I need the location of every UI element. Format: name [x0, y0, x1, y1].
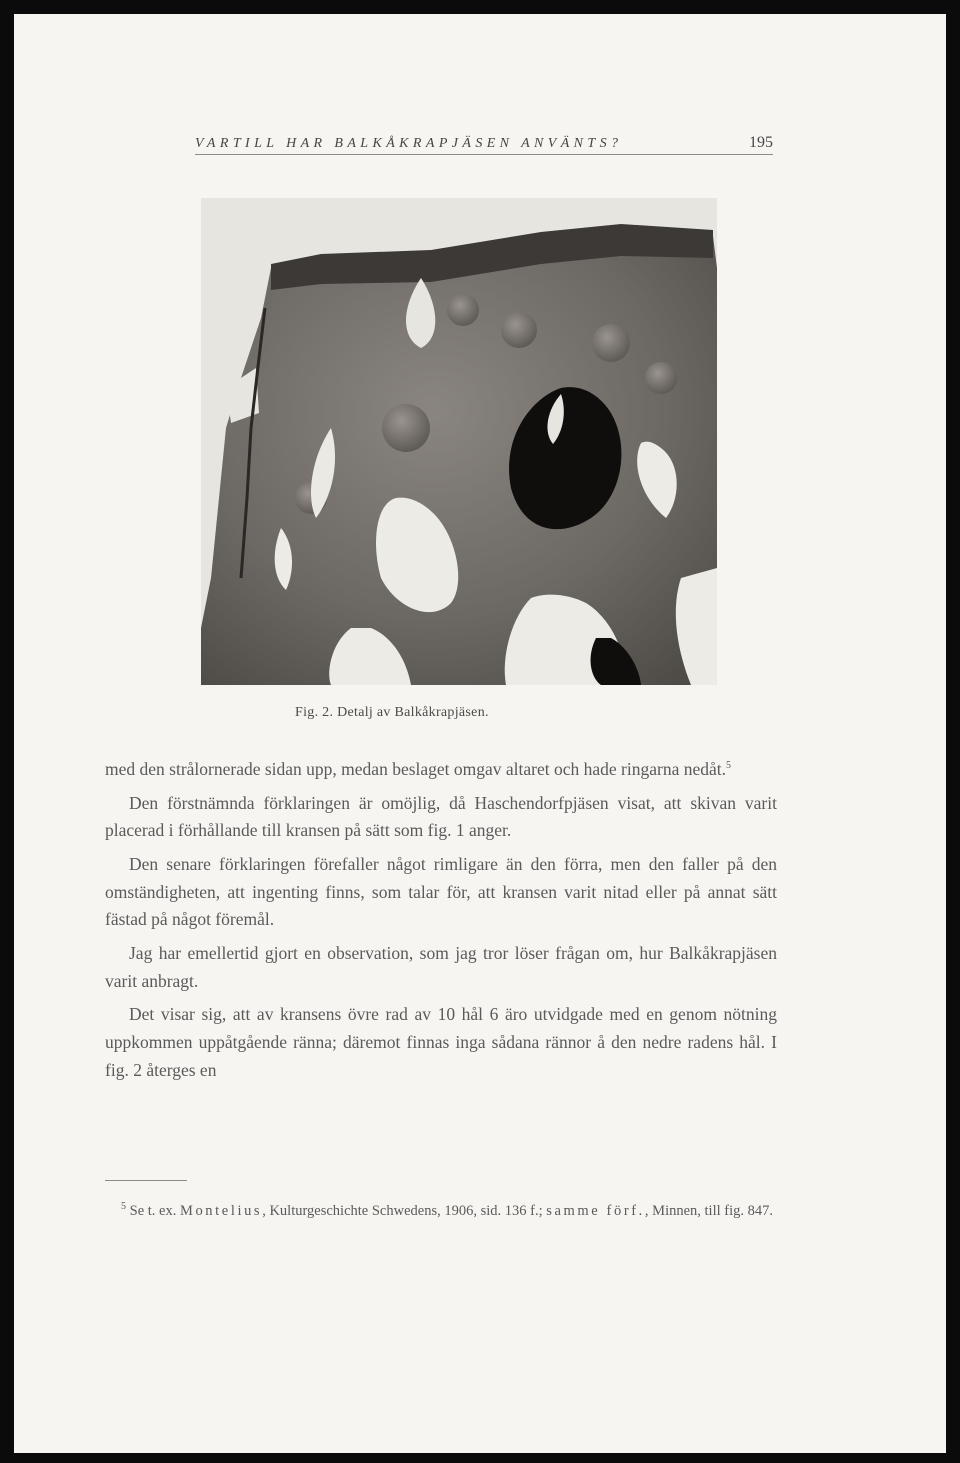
footnote-reference: 5 [726, 760, 732, 771]
footnote-marker: 5 [121, 1201, 126, 1212]
footnote-author: Montelius [179, 1202, 263, 1219]
paragraph [105, 752, 777, 784]
figure-caption: Fig. 2. Detalj av Balkåkrapjäsen. [295, 705, 489, 720]
footnote-text: , Minnen, till fig. 847. [644, 1202, 774, 1219]
figure-photo [201, 198, 717, 685]
footnote-author: samme förf. [546, 1202, 645, 1219]
paragraph-text: med den strålornerade sidan upp, medan beslaget omgav altaret och hade ringarna nedåt. [105, 758, 727, 779]
paragraph: Jag har emellertid gjort en observation, som jag tror löser frågan om, hur Balkåkrapjäsen varit anbragt. [105, 943, 777, 991]
page-number: 195 [749, 134, 773, 151]
page-header [195, 128, 773, 155]
footnote-rule [105, 1180, 187, 1181]
footnote-text: Se t. ex. [129, 1202, 177, 1219]
balkakra-detail-photo [201, 198, 717, 685]
running-title: VARTILL HAR BALKÅKRAPJÄSEN ANVÄNTS? [195, 136, 623, 151]
footnote [105, 1196, 777, 1222]
footnote-text: , Kulturgeschichte Schwedens, 1906, sid. 136 f.; [262, 1202, 543, 1219]
paragraph: Den senare förklaringen förefaller något rimligare än den förra, men den faller på den omständigheten, att ingenting finns, som talar för, att kransen varit nitad eller på annat sätt fästad på något föremål. [105, 853, 777, 930]
body-text [105, 752, 777, 1085]
paragraph: Den förstnämnda förklaringen är omöjlig, då Haschendorfpjäsen visat, att skivan varit placerad i förhållande till kransen på sätt som fig. 1 anger. [105, 792, 777, 841]
paragraph: Det visar sig, att av kransens övre rad av 10 hål 6 äro utvidgade med en genom nötning uppkommen uppåtgående ränna; däremot finnas inga sådana rännor å den nedre radens hål. I fig. 2 återges en [105, 1004, 777, 1080]
